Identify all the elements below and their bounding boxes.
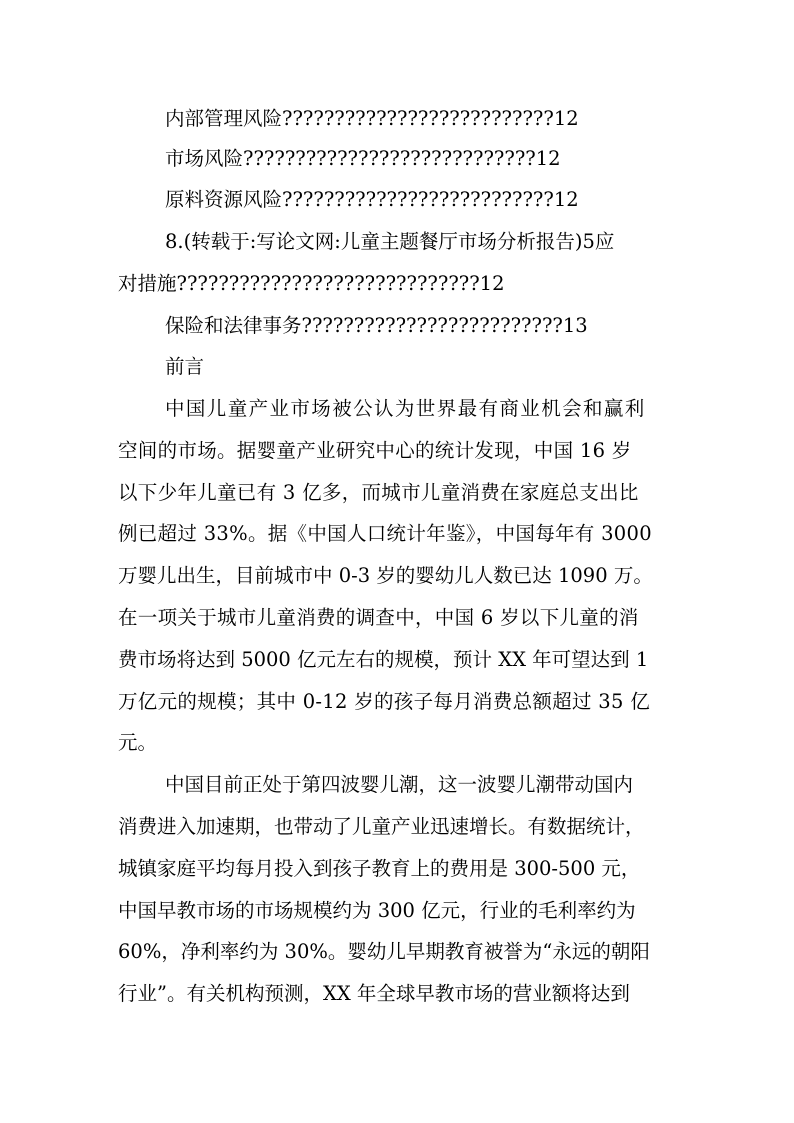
toc-entry-internal-management-risk: 内部管理风险??????????????????????????12 [165,107,579,130]
paragraph-1-line: 万亿元的规模；其中 0-12 岁的孩子每月消费总额超过 35 亿 [118,690,651,713]
toc-entry-raw-material-risk: 原料资源风险??????????????????????????12 [165,188,579,211]
paragraph-1-line: 元。 [118,731,158,754]
paragraph-2-line: 60%，净利率约为 30%。婴幼儿早期教育被誉为“永远的朝阳 [118,940,650,963]
toc-entry-countermeasures-part2: 对措施?????????????????????????????12 [118,272,505,295]
paragraph-1-line: 例已超过 33%。据《中国人口统计年鉴》，中国每年有 3000 [118,522,652,545]
paragraph-2-line: 行业”。有关机构预测，XX 年全球早教市场的营业额将达到 [118,982,630,1005]
paragraph-1-line: 中国儿童产业市场被公认为世界最有商业机会和赢利 [165,397,646,420]
paragraph-2-line: 消费进入加速期，也带动了儿童产业迅速增长。有数据统计， [118,815,645,838]
toc-entry-market-risk: 市场风险????????????????????????????12 [165,147,561,170]
section-heading-preface: 前言 [165,355,205,378]
paragraph-1-line: 以下少年儿童已有 3 亿多，而城市儿童消费在家庭总支出比 [118,481,639,504]
paragraph-1-line: 在一项关于城市儿童消费的调查中，中国 6 岁以下儿童的消 [118,606,639,629]
paragraph-2-line: 中国目前正处于第四波婴儿潮，这一波婴儿潮带动国内 [165,773,634,796]
paragraph-1-line: 万婴儿出生，目前城市中 0-3 岁的婴幼儿人数已达 1090 万。 [118,564,653,587]
paragraph-2-line: 城镇家庭平均每月投入到孩子教育上的费用是 300-500 元， [118,857,641,880]
toc-entry-countermeasures-part1: 8.(转载于:写论文网:儿童主题餐厅市场分析报告)5应 [165,230,615,253]
paragraph-1-line: 空间的市场。据婴童产业研究中心的统计发现，中国 16 岁 [118,439,632,462]
paragraph-2-line: 中国早教市场的市场规模约为 300 亿元，行业的毛利率约为 [118,899,636,922]
paragraph-1-line: 费市场将达到 5000 亿元左右的规模，预计 XX 年可望达到 1 [118,648,649,671]
toc-entry-insurance-legal: 保险和法律事务?????????????????????????13 [165,314,588,337]
